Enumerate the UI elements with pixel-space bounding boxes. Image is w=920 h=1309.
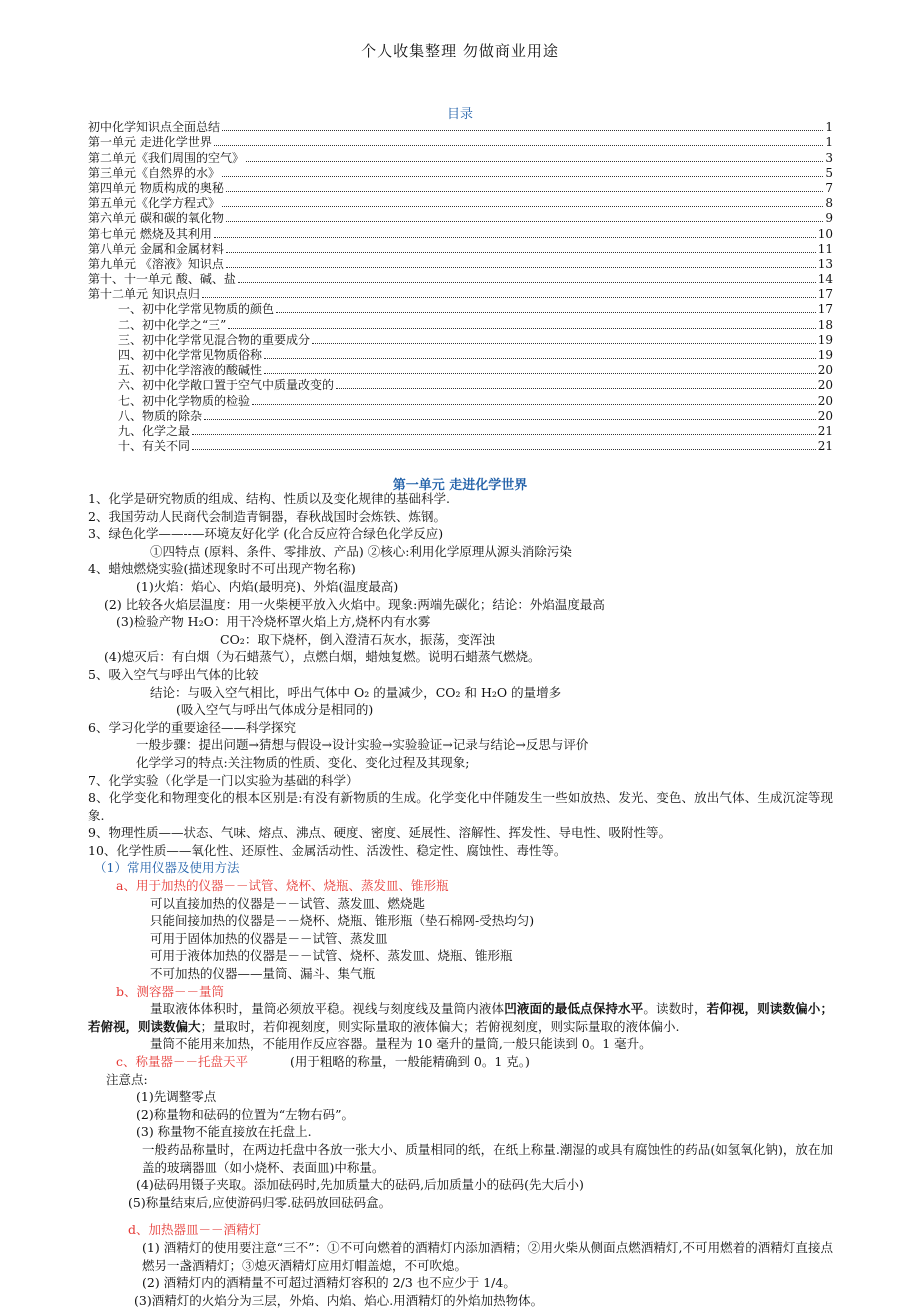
toc-leader-dots bbox=[264, 358, 816, 359]
toc-entry-label: 第五单元《化学方程式》 bbox=[88, 196, 221, 211]
note-2: (2)称量物和砝码的位置为“左物右码”。 bbox=[136, 1106, 354, 1122]
toc-entry-page: 5 bbox=[825, 165, 833, 180]
paragraph-1: 1、化学是研究物质的组成、结构、性质以及变化规律的基础科学. bbox=[88, 491, 450, 506]
toc-leader-dots bbox=[192, 434, 816, 435]
toc-entry[interactable] bbox=[88, 257, 833, 272]
paragraph-3: 3、绿色化学——--—环境友好化学 (化合反应符合绿色化学反应) bbox=[88, 526, 444, 542]
paragraph-4e: (4)熄灭后：有白烟（为石蜡蒸气），点燃白烟，蜡烛复燃。说明石蜡蒸气燃烧。 bbox=[104, 649, 541, 665]
paragraph-5: 5、吸入空气与呼出气体的比较 bbox=[88, 666, 259, 682]
toc-entry-page: 18 bbox=[817, 317, 833, 332]
toc-leader-dots bbox=[214, 145, 824, 146]
toc-entry[interactable] bbox=[88, 393, 833, 408]
toc-entry-label: 第四单元 物质构成的奥秘 bbox=[88, 180, 224, 195]
subsection-d-line-2: (2) 酒精灯内的酒精量不可超过酒精灯容积的 2/3 也不应少于 1/4。 bbox=[142, 1275, 516, 1291]
toc-entry-page: 14 bbox=[817, 272, 833, 287]
paragraph-4c: (3)检验产物 H₂O：用干冷烧杯罩火焰上方,烧杯内有水雾 bbox=[116, 614, 431, 630]
subsection-b-heading: b、测容器－－量筒 bbox=[116, 983, 225, 999]
toc-leader-dots bbox=[214, 237, 816, 238]
toc-title: 目录 bbox=[446, 107, 473, 122]
paragraph-10: 10、化学性质——氧化性、还原性、金属活动性、活泼性、稳定性、腐蚀性、毒性等。 bbox=[88, 842, 567, 858]
toc-entry[interactable] bbox=[88, 317, 833, 332]
toc-entry[interactable] bbox=[88, 378, 833, 393]
subsection-a-line-4: 可用于液体加热的仪器是－－试管、烧杯、蒸发皿、烧瓶、锥形瓶 bbox=[150, 948, 513, 964]
toc-entry-page: 11 bbox=[817, 241, 833, 256]
toc-leader-dots bbox=[264, 373, 816, 374]
note-5: (5)称量结束后,应使游码归零.砝码放回砝码盒。 bbox=[128, 1194, 392, 1210]
note-3: (3) 称量物不能直接放在托盘上. bbox=[136, 1124, 312, 1140]
toc-entry[interactable] bbox=[88, 166, 833, 181]
toc-entry[interactable] bbox=[88, 439, 833, 454]
toc-entry[interactable] bbox=[88, 135, 833, 150]
paragraph-8: 8、化学变化和物理变化的根本区别是:有没有新物质的生成。化学变化中伴随发生一些如放热、发光、变色、放出气体、生成沉淀等现象. bbox=[88, 790, 833, 823]
subsection-a-line-1: 可以直接加热的仪器是－－试管、蒸发皿、燃烧匙 bbox=[150, 895, 426, 911]
paragraph-2: 2、我国劳动人民商代会制造青铜器，春秋战国时会炼铁、炼钢。 bbox=[88, 508, 446, 524]
toc-leader-dots bbox=[226, 267, 816, 268]
toc-entry-label: 一、初中化学常见物质的颜色 bbox=[118, 302, 275, 317]
toc-leader-dots bbox=[226, 221, 824, 222]
toc-entry-page: 3 bbox=[825, 150, 833, 165]
toc-entry-page: 19 bbox=[817, 332, 833, 347]
toc-entry[interactable] bbox=[88, 363, 833, 378]
paragraph-4b: (2) 比较各火焰层温度：用一火柴梗平放入火焰中。现象:两端先碳化；结论：外焰温度最高 bbox=[104, 596, 605, 612]
toc-entry[interactable] bbox=[88, 120, 833, 135]
toc-leader-dots bbox=[202, 297, 816, 298]
toc-leader-dots bbox=[336, 388, 816, 389]
toc-entry-label: 第九单元 《溶液》知识点 bbox=[88, 256, 224, 271]
paragraph-9: 9、物理性质——状态、气味、熔点、沸点、硬度、密度、延展性、溶解性、挥发性、导电性、吸附性等。 bbox=[88, 825, 671, 841]
subsection-d-line-1: (1) 酒精灯的使用要注意“三不”：①不可向燃着的酒精灯内添加酒精；②用火柴从侧面点燃酒精灯,不可用燃着的酒精灯直接点燃另一盏酒精灯；③熄灭酒精灯应用灯帽盖熄，不可吹熄。 bbox=[142, 1239, 833, 1273]
toc-entry[interactable] bbox=[88, 302, 833, 317]
paragraph-5a: 结论：与吸入空气相比，呼出气体中 O₂ 的量减少，CO₂ 和 H₂O 的量增多 bbox=[150, 684, 562, 700]
toc-entry-label: 二、初中化学之“三” bbox=[118, 317, 227, 332]
subsection-c-heading: c、称量器－－托盘天平 (用于粗略的称量，一般能精确到 0。1 克。) bbox=[116, 1054, 530, 1069]
toc-leader-dots bbox=[246, 161, 823, 162]
toc-entry-label: 初中化学知识点全面总结 bbox=[88, 120, 221, 135]
toc-entry-page: 20 bbox=[817, 378, 833, 393]
toc-leader-dots bbox=[276, 312, 816, 313]
toc-entry-page: 19 bbox=[817, 348, 833, 362]
toc-entry-label: 第八单元 金属和金属材料 bbox=[88, 241, 224, 256]
table-of-contents bbox=[88, 120, 833, 454]
toc-entry-page: 20 bbox=[817, 408, 833, 423]
toc-entry-label: 五、初中化学溶液的酸碱性 bbox=[118, 363, 263, 378]
toc-entry[interactable] bbox=[88, 287, 833, 302]
toc-entry[interactable] bbox=[88, 242, 833, 257]
toc-leader-dots bbox=[222, 130, 823, 131]
toc-entry[interactable] bbox=[88, 333, 833, 348]
toc-entry-label: 八、物质的除杂 bbox=[118, 408, 203, 423]
subsection-instruments: （1）常用仪器及使用方法 bbox=[94, 860, 240, 876]
toc-entry-label: 第三单元《自然界的水》 bbox=[88, 165, 221, 180]
subsection-b-line-1: 量取液体体积时，量筒必须放平稳。视线与刻度线及量筒内液体凹液面的最低点保持水平。读数时，若仰视，则读数偏小；若俯视，则读数偏大；量取时，若仰视刻度，则实际量取的液体偏大；若俯视刻度，则实际量取的液体偏小. bbox=[88, 1001, 833, 1034]
document-body bbox=[88, 490, 833, 1309]
paragraph-6: 6、学习化学的重要途径——科学探究 bbox=[88, 719, 296, 735]
toc-entry-page: 20 bbox=[817, 363, 833, 378]
toc-entry-page: 10 bbox=[817, 226, 833, 241]
toc-entry-label: 四、初中化学常见物质俗称 bbox=[118, 348, 263, 362]
toc-entry-page: 21 bbox=[817, 439, 833, 454]
subsection-d-line-3: (3)酒精灯的火焰分为三层，外焰、内焰、焰心.用酒精灯的外焰加热物体。 bbox=[134, 1292, 544, 1308]
note-1: (1)先调整零点 bbox=[136, 1089, 217, 1105]
toc-leader-dots bbox=[312, 343, 816, 344]
toc-leader-dots bbox=[238, 282, 816, 283]
toc-leader-dots bbox=[192, 449, 816, 450]
paragraph-7: 7、化学实验（化学是一门以实验为基础的科学） bbox=[88, 772, 359, 788]
toc-entry-page: 1 bbox=[825, 135, 833, 150]
toc-entry-page: 7 bbox=[825, 180, 833, 195]
notes-heading: 注意点: bbox=[106, 1071, 148, 1087]
toc-entry-page: 21 bbox=[817, 423, 833, 438]
toc-entry-label: 第十二单元 知识点归 bbox=[88, 287, 200, 302]
toc-leader-dots bbox=[252, 404, 816, 405]
subsection-a-line-2: 只能间接加热的仪器是－－烧杯、烧瓶、锥形瓶（垫石棉网-受热均匀) bbox=[150, 913, 535, 929]
subsection-a-line-3: 可用于固体加热的仪器是－－试管、蒸发皿 bbox=[150, 930, 388, 946]
paragraph-5b: (吸入空气与呼出气体成分是相同的) bbox=[176, 702, 374, 718]
toc-entry-label: 七、初中化学物质的检验 bbox=[118, 393, 251, 408]
toc-leader-dots bbox=[222, 176, 823, 177]
subsection-d-heading: d、加热器皿－－酒精灯 bbox=[128, 1222, 262, 1238]
note-3a: 一般药品称量时，在两边托盘中各放一张大小、质量相同的纸，在纸上称量.潮湿的或具有腐蚀性的药品(如氢氧化钠)，放在加盖的玻璃器皿（如小烧杯、表面皿)中称量。 bbox=[142, 1141, 833, 1175]
toc-leader-dots bbox=[228, 328, 815, 329]
subsection-a-heading: a、用于加热的仪器－－试管、烧杯、烧瓶、蒸发皿、锥形瓶 bbox=[116, 878, 449, 894]
toc-entry[interactable] bbox=[88, 150, 833, 165]
toc-entry[interactable] bbox=[88, 348, 833, 363]
toc-entry-label: 十、有关不同 bbox=[118, 439, 191, 454]
toc-entry-label: 第一单元 走进化学世界 bbox=[88, 135, 212, 150]
paragraph-4: 4、蜡烛燃烧实验(描述现象时不可出现产物名称) bbox=[88, 561, 356, 577]
toc-entry-page: 20 bbox=[817, 393, 833, 408]
toc-entry-label: 第七单元 燃烧及其利用 bbox=[88, 226, 212, 241]
note-4: (4)砝码用镊子夹取。添加砝码时,先加质量大的砝码,后加质量小的砝码(先大后小) bbox=[136, 1177, 584, 1193]
toc-entry[interactable] bbox=[88, 272, 833, 287]
toc-entry[interactable] bbox=[88, 196, 833, 211]
paragraph-6b: 化学学习的特点:关注物质的性质、变化、变化过程及其现象; bbox=[136, 754, 470, 770]
toc-entry-page: 9 bbox=[825, 211, 833, 226]
toc-entry[interactable] bbox=[88, 424, 833, 439]
toc-leader-dots bbox=[204, 419, 816, 420]
paragraph-4d: CO₂：取下烧杯，倒入澄清石灰水，振荡，变浑浊 bbox=[220, 631, 495, 647]
toc-entry[interactable] bbox=[88, 226, 833, 241]
toc-entry-page: 17 bbox=[817, 302, 833, 317]
paragraph-6a: 一般步骤：提出问题→猜想与假设→设计实验→实验验证→记录与结论→反思与评价 bbox=[136, 737, 589, 753]
toc-entry[interactable] bbox=[88, 409, 833, 424]
toc-entry-label: 第二单元《我们周围的空气》 bbox=[88, 150, 245, 165]
toc-leader-dots bbox=[226, 252, 816, 253]
paragraph-3a: ①四特点 (原料、条件、零排放、产品) ②核心:利用化学原理从源头消除污染 bbox=[150, 543, 572, 559]
toc-leader-dots bbox=[226, 191, 824, 192]
toc-entry-label: 第十、十一单元 酸、碱、盐 bbox=[88, 272, 236, 287]
toc-entry-page: 8 bbox=[825, 196, 833, 211]
subsection-a-line-5: 不可加热的仪器——量筒、漏斗、集气瓶 bbox=[150, 966, 376, 982]
toc-entry-label: 九、化学之最 bbox=[118, 423, 191, 438]
toc-entry-label: 三、初中化学常见混合物的重要成分 bbox=[118, 332, 311, 347]
toc-entry-page: 17 bbox=[817, 287, 833, 302]
toc-entry[interactable] bbox=[88, 211, 833, 226]
toc-entry[interactable] bbox=[88, 181, 833, 196]
page-header: 个人收集整理 勿做商业用途 bbox=[361, 42, 559, 60]
toc-leader-dots bbox=[222, 206, 823, 207]
section-title: 第一单元 走进化学世界 bbox=[392, 478, 528, 493]
toc-entry-label: 六、初中化学敞口置于空气中质量改变的 bbox=[118, 378, 335, 393]
subsection-b-line-2: 量筒不能用来加热，不能用作反应容器。量程为 10 毫升的量筒,一般只能读到 0。1 毫升。 bbox=[150, 1036, 652, 1052]
paragraph-4a: (1)火焰：焰心、内焰(最明亮)、外焰(温度最高) bbox=[136, 578, 399, 594]
toc-entry-page: 1 bbox=[825, 120, 833, 135]
toc-entry-page: 13 bbox=[817, 256, 833, 271]
toc-entry-label: 第六单元 碳和碳的氧化物 bbox=[88, 211, 224, 226]
